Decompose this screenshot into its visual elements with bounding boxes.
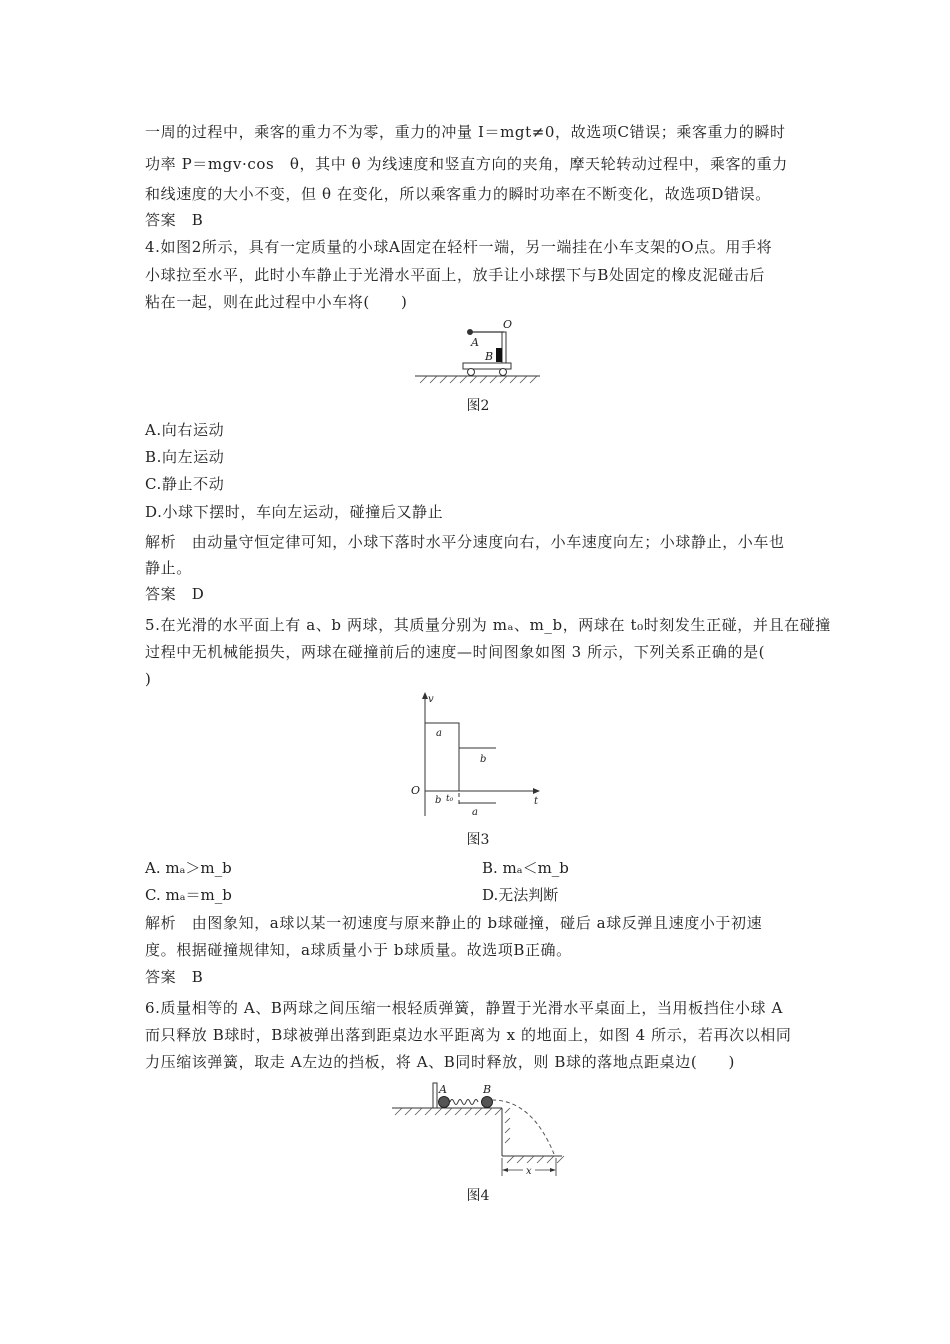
option-A: A. mₐ＞m_b xyxy=(145,859,232,877)
option-A: A.向右运动 xyxy=(145,421,225,439)
axis-label-v: v xyxy=(428,694,434,705)
option-B: B.向左运动 xyxy=(145,448,225,466)
answer-label: 答案 D xyxy=(145,585,205,603)
question-6-text: 力压缩该弹簧，取走 A左边的挡板，将 A、B同时释放，则 B球的落地点距桌边( ) xyxy=(145,1053,735,1071)
figure-2-cart-pendulum xyxy=(415,318,540,383)
answer-label: 答案 B xyxy=(145,211,204,229)
text-line: 一周的过程中，乘客的重力不为零，重力的冲量 I＝mgt≠0，故选项C错误；乘客重力的瞬时 xyxy=(145,123,786,141)
series-a-label: a xyxy=(472,807,478,818)
question-5-text: ) xyxy=(145,670,152,688)
option-B: B. mₐ＜m_b xyxy=(482,859,569,877)
figure-4-caption: 图4 xyxy=(466,1188,490,1204)
solution-5-text: 度。根据碰撞规律知，a球质量小于 b球质量。故选项B正确。 xyxy=(145,941,572,959)
t0-label: t₀ xyxy=(446,794,454,804)
solution-5-text: 解析 由图象知，a球以某一初速度与原来静止的 b球碰撞，碰后 a球反弹且速度小于初速 xyxy=(145,914,763,932)
question-4-text: 粘在一起，则在此过程中小车将( ) xyxy=(145,293,408,311)
figure-4-spring-table xyxy=(392,1080,572,1180)
text-line: 和线速度的大小不变，但 θ 在变化，所以乘客重力的瞬时功率在不断变化，故选项D错误。 xyxy=(145,185,771,203)
figure-3-velocity-time-graph xyxy=(408,690,548,825)
label-A: A xyxy=(471,336,479,349)
question-5-text: 过程中无机械能损失，两球在碰撞前后的速度—时间图象如图 3 所示，下列关系正确的是( xyxy=(145,643,766,661)
label-O: O xyxy=(503,318,513,331)
axis-label-t: t xyxy=(534,796,539,807)
label-x: x xyxy=(526,1166,532,1177)
question-4-text: 小球拉至水平，此时小车静止于光滑水平面上，放手让小球摆下与B处固定的橡皮泥碰击后 xyxy=(145,266,766,284)
figure-3-caption: 图3 xyxy=(466,832,490,848)
option-D: D.小球下摆时，车向左运动，碰撞后又静止 xyxy=(145,503,444,521)
label-B: B xyxy=(483,1083,492,1096)
origin-label: O xyxy=(411,784,421,797)
question-4-text: 4.如图2所示，具有一定质量的小球A固定在轻杆一端，另一端挂在小车支架的O点。用手将 xyxy=(145,238,773,256)
figure-2-caption: 图2 xyxy=(466,398,490,414)
answer-label: 答案 B xyxy=(145,968,204,986)
question-6-text: 6.质量相等的 A、B两球之间压缩一根轻质弹簧，静置于光滑水平桌面上，当用板挡住小球 A xyxy=(145,999,783,1017)
option-C: C.静止不动 xyxy=(145,475,225,493)
label-B: B xyxy=(485,350,494,363)
question-5-text: 5.在光滑的水平面上有 a、b 两球，其质量分别为 mₐ、m_b，两球在 t₀时刻发生正碰，并且在碰撞 xyxy=(145,616,831,634)
option-C: C. mₐ＝m_b xyxy=(145,886,232,904)
solution-4-text: 静止。 xyxy=(145,559,192,577)
option-D: D.无法判断 xyxy=(482,886,559,904)
series-a-label: a xyxy=(436,728,442,739)
text-line: 功率 P＝mgv·cos θ，其中 θ 为线速度和竖直方向的夹角，摩天轮转动过程中，乘客的重力 xyxy=(145,155,788,173)
series-b-label: b xyxy=(480,754,487,765)
label-A: A xyxy=(439,1083,447,1096)
question-6-text: 而只释放 B球时，B球被弹出落到距桌边水平距离为 x 的地面上，如图 4 所示，若再次以相同 xyxy=(145,1026,792,1044)
series-b-label: b xyxy=(435,795,442,806)
solution-4-text: 解析 由动量守恒定律可知，小球下落时水平分速度向右，小车速度向左；小球静止，小车也 xyxy=(145,533,785,551)
